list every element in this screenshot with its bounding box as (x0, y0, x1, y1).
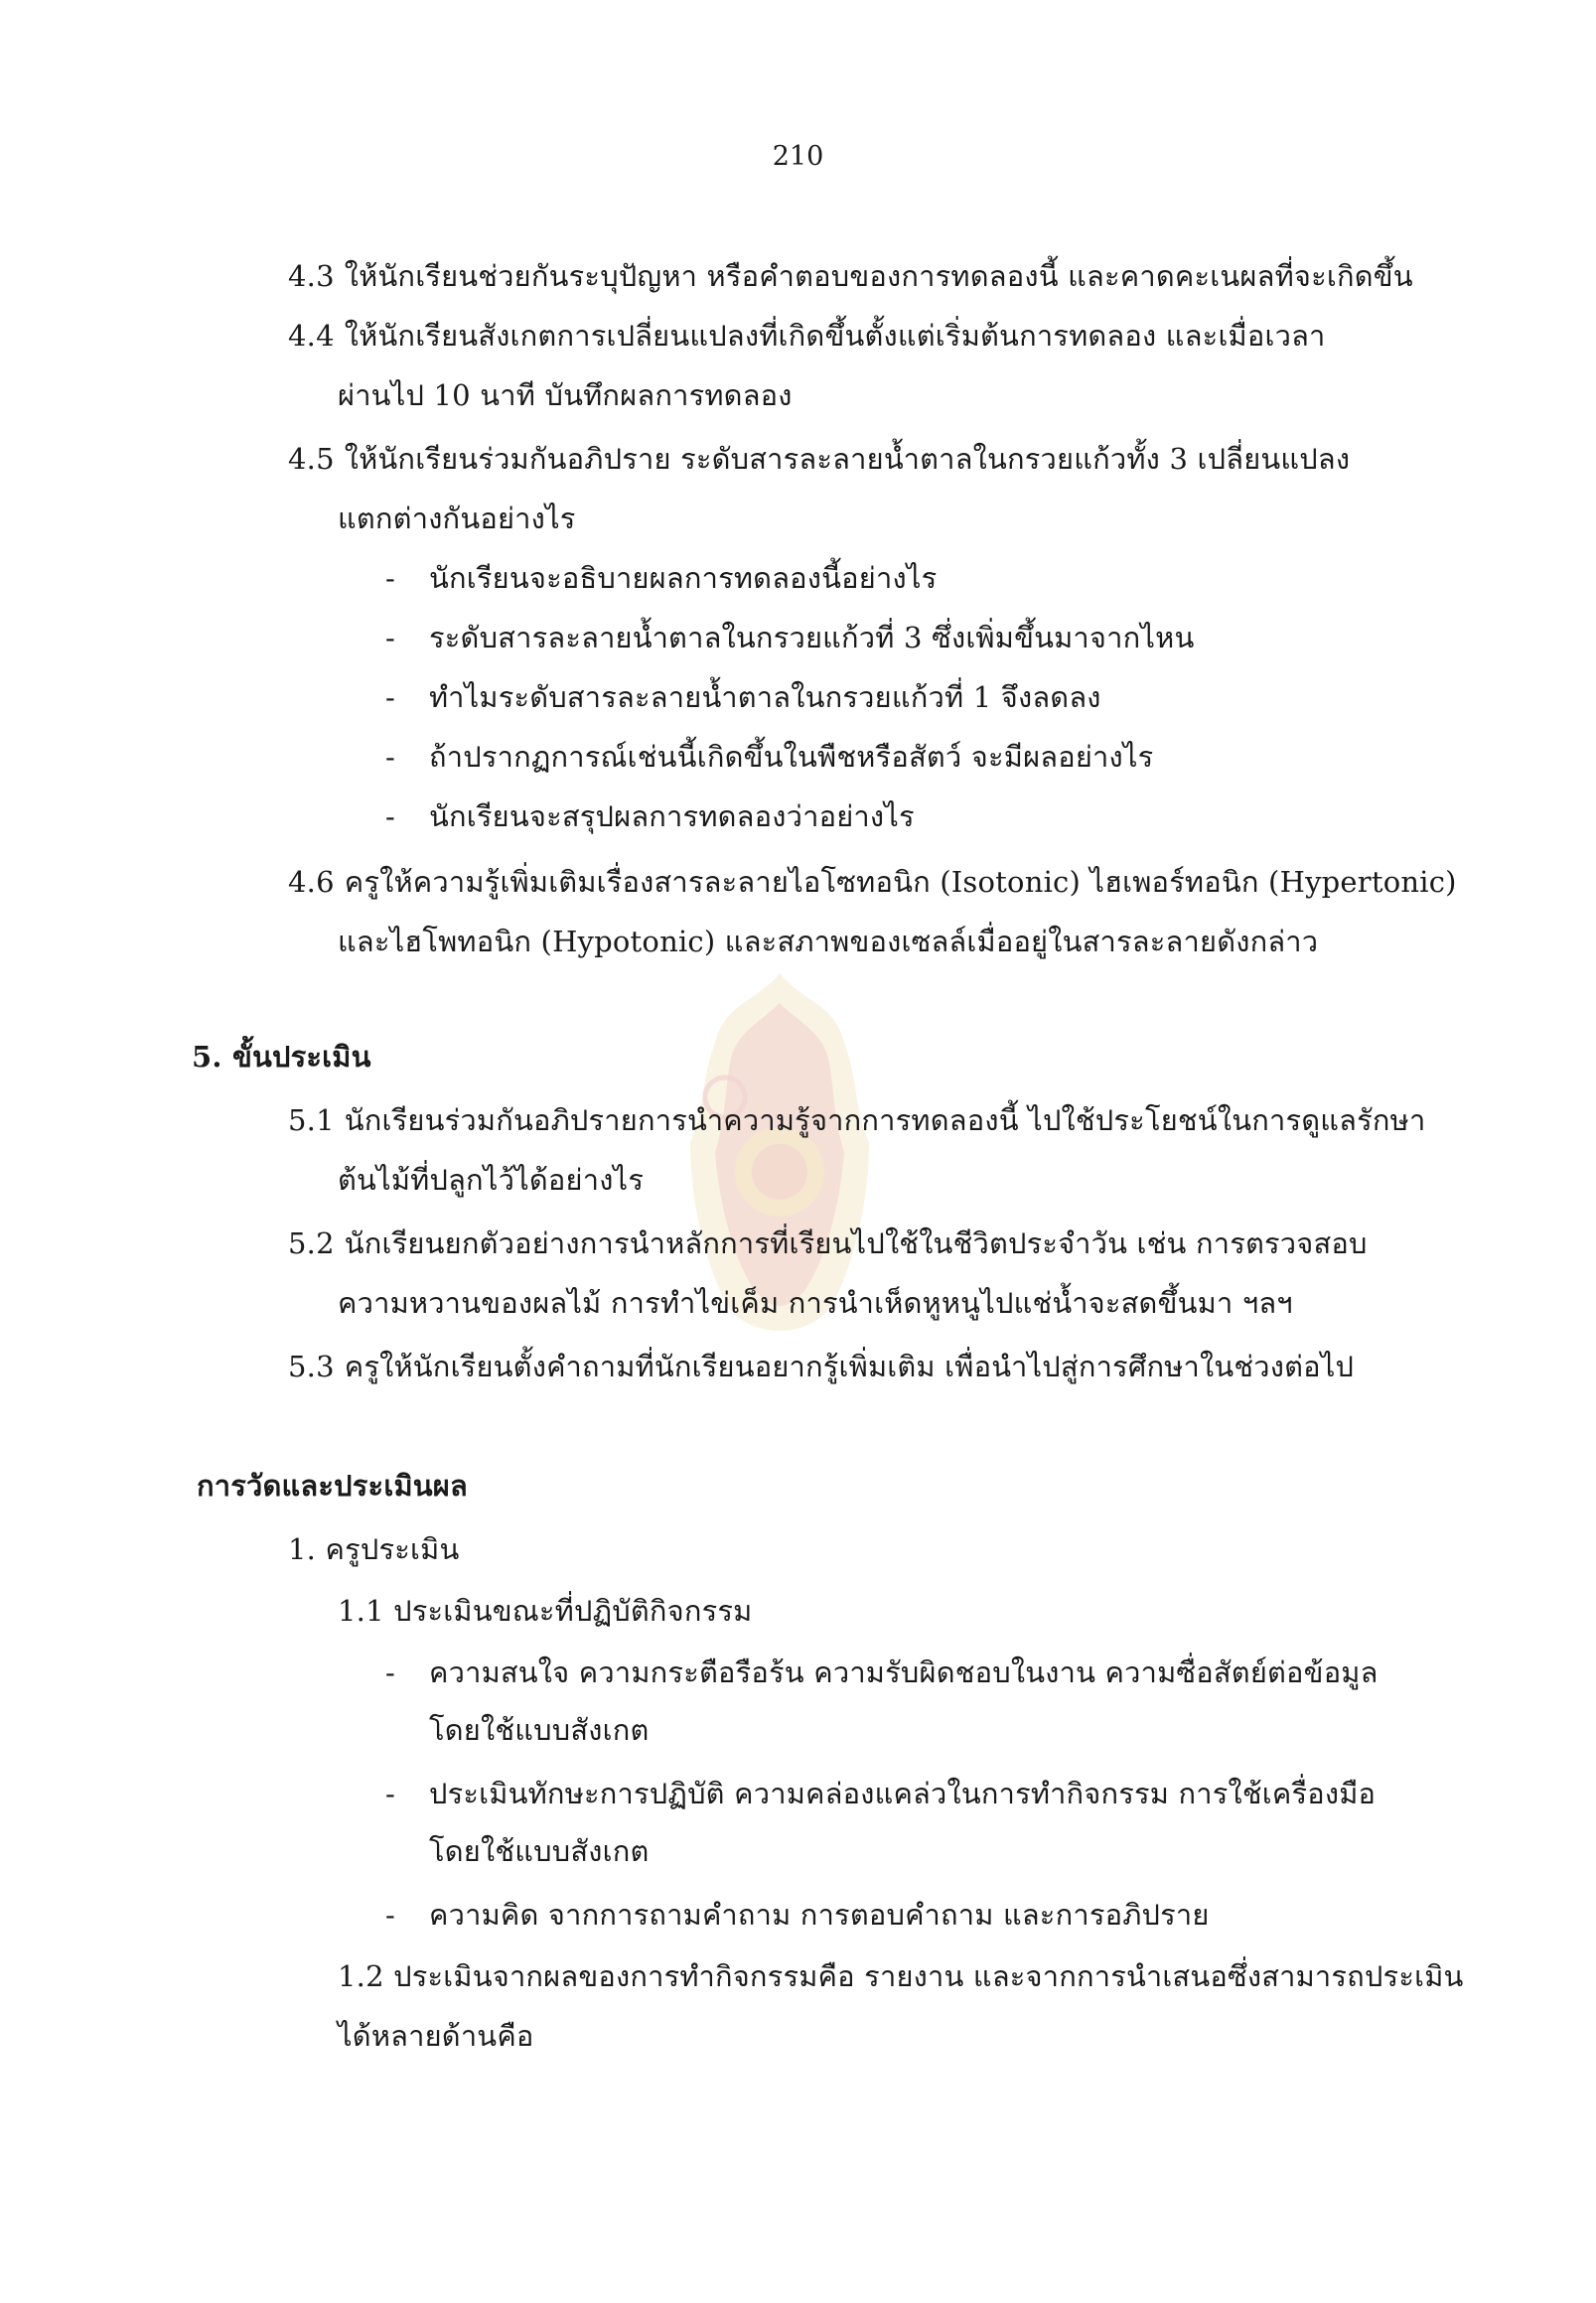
bullet-item: ประเมินทักษะการปฏิบัติ ความคล่องแคล่วในการทำกิจกรรม การใช้เครื่องมือ (429, 1777, 1377, 1810)
evaluation-item-1: 1. ครูประเมิน (288, 1532, 460, 1566)
step-text: ให้นักเรียนช่วยกันระบุปัญหา หรือคำตอบของการทดลองนี้ และคาดคะเนผลที่จะเกิดขึ้น (344, 259, 1413, 293)
step-text-continued: และไฮโพทอนิก (Hypotonic) และสภาพของเซลล์เมื่ออยู่ในสารละลายดังกล่าว (338, 925, 1319, 958)
step-text: นักเรียนร่วมกันอภิปรายการนำความรู้จากการทดลองนี้ ไปใช้ประโยชน์ในการดูแลรักษา (344, 1103, 1426, 1137)
step-number: 5.1 (288, 1103, 335, 1137)
bullet-item: ความคิด จากการถามคำถาม การตอบคำถาม และการอภิปราย (429, 1898, 1210, 1932)
bullet-dash: - (385, 740, 395, 774)
section-heading-evaluation-step: 5. ขั้นประเมิน (192, 1040, 371, 1074)
bullet-item: ระดับสารละลายน้ำตาลในกรวยแก้วที่ 3 ซึ่งเพิ่มขึ้นมาจากไหน (429, 621, 1195, 654)
bullet-item-continued: โดยใช้แบบสังเกต (429, 1834, 650, 1868)
bullet-dash: - (385, 680, 395, 714)
bullet-item: ความสนใจ ความกระตือรือร้น ความรับผิดชอบในงาน ความซื่อสัตย์ต่อข้อมูล (429, 1655, 1378, 1689)
step-text: ครูให้นักเรียนตั้งคำถามที่นักเรียนอยากรู้เพิ่มเติม เพื่อนำไปสู่การศึกษาในช่วงต่อไป (344, 1350, 1355, 1383)
step-text-continued: ความหวานของผลไม้ การทำไข่เค็ม การนำเห็ดหูหนูไปแช่น้ำจะสดขึ้นมา ฯลฯ (338, 1286, 1293, 1320)
bullet-item: นักเรียนจะอธิบายผลการทดลองนี้อย่างไร (429, 561, 938, 595)
bullet-item: ทำไมระดับสารละลายน้ำตาลในกรวยแก้วที่ 1 จึงลดลง (429, 680, 1101, 714)
step-text: ให้นักเรียนร่วมกันอภิปราย ระดับสารละลายน้ำตาลในกรวยแก้วทั้ง 3 เปลี่ยนแปลง (344, 442, 1351, 476)
step-number: 4.5 (288, 442, 335, 476)
page-number: 210 (772, 141, 824, 172)
step-4-4 (288, 316, 1326, 356)
step-number: 4.3 (288, 259, 335, 293)
step-text-continued: ผ่านไป 10 นาที บันทึกผลการทดลอง (338, 378, 793, 412)
step-text: ครูให้ความรู้เพิ่มเติมเรื่องสารละลายไอโซทอนิก (Isotonic) ไฮเพอร์ทอนิก (Hypertonic) (344, 865, 1457, 899)
step-5-1 (288, 1100, 1425, 1140)
step-text: ให้นักเรียนสังเกตการเปลี่ยนแปลงที่เกิดขึ้นตั้งแต่เริ่มต้นการทดลอง และเมื่อเวลา (344, 319, 1326, 353)
step-text: นักเรียนยกตัวอย่างการนำหลักการที่เรียนไปใช้ในชีวิตประจำวัน เช่น การตรวจสอบ (344, 1226, 1368, 1260)
bullet-dash: - (385, 561, 395, 595)
bullet-dash: - (385, 621, 395, 654)
evaluation-sub-1-2: 1.2 ประเมินจากผลของการทำกิจกรรมคือ รายงาน และจากการนำเสนอซึ่งสามารถประเมิน (338, 1959, 1464, 1993)
step-number: 5.3 (288, 1350, 335, 1383)
section-heading-measurement: การวัดและประเมินผล (197, 1469, 468, 1503)
step-number: 4.6 (288, 865, 335, 899)
step-text-continued: แตกต่างกันอย่างไร (338, 502, 576, 535)
bullet-item: ถ้าปรากฏการณ์เช่นนี้เกิดขึ้นในพืชหรือสัตว์ จะมีผลอย่างไร (429, 740, 1154, 774)
bullet-dash: - (385, 1898, 395, 1932)
step-number: 4.4 (288, 319, 335, 353)
evaluation-sub-1-2-continued: ได้หลายด้านคือ (338, 2019, 534, 2053)
step-5-2 (288, 1223, 1368, 1263)
evaluation-sub-1-1: 1.1 ประเมินขณะที่ปฏิบัติกิจกรรม (338, 1594, 753, 1628)
step-text-continued: ต้นไม้ที่ปลูกไว้ได้อย่างไร (338, 1163, 645, 1197)
bullet-item-continued: โดยใช้แบบสังเกต (429, 1713, 650, 1747)
bullet-dash: - (385, 1655, 395, 1689)
bullet-dash: - (385, 799, 395, 833)
step-4-6 (288, 862, 1457, 902)
bullet-item: นักเรียนจะสรุปผลการทดลองว่าอย่างไร (429, 799, 915, 833)
step-5-3 (288, 1347, 1354, 1386)
step-4-5 (288, 439, 1350, 479)
bullet-dash: - (385, 1777, 395, 1810)
step-4-3 (288, 256, 1413, 296)
step-number: 5.2 (288, 1226, 335, 1260)
